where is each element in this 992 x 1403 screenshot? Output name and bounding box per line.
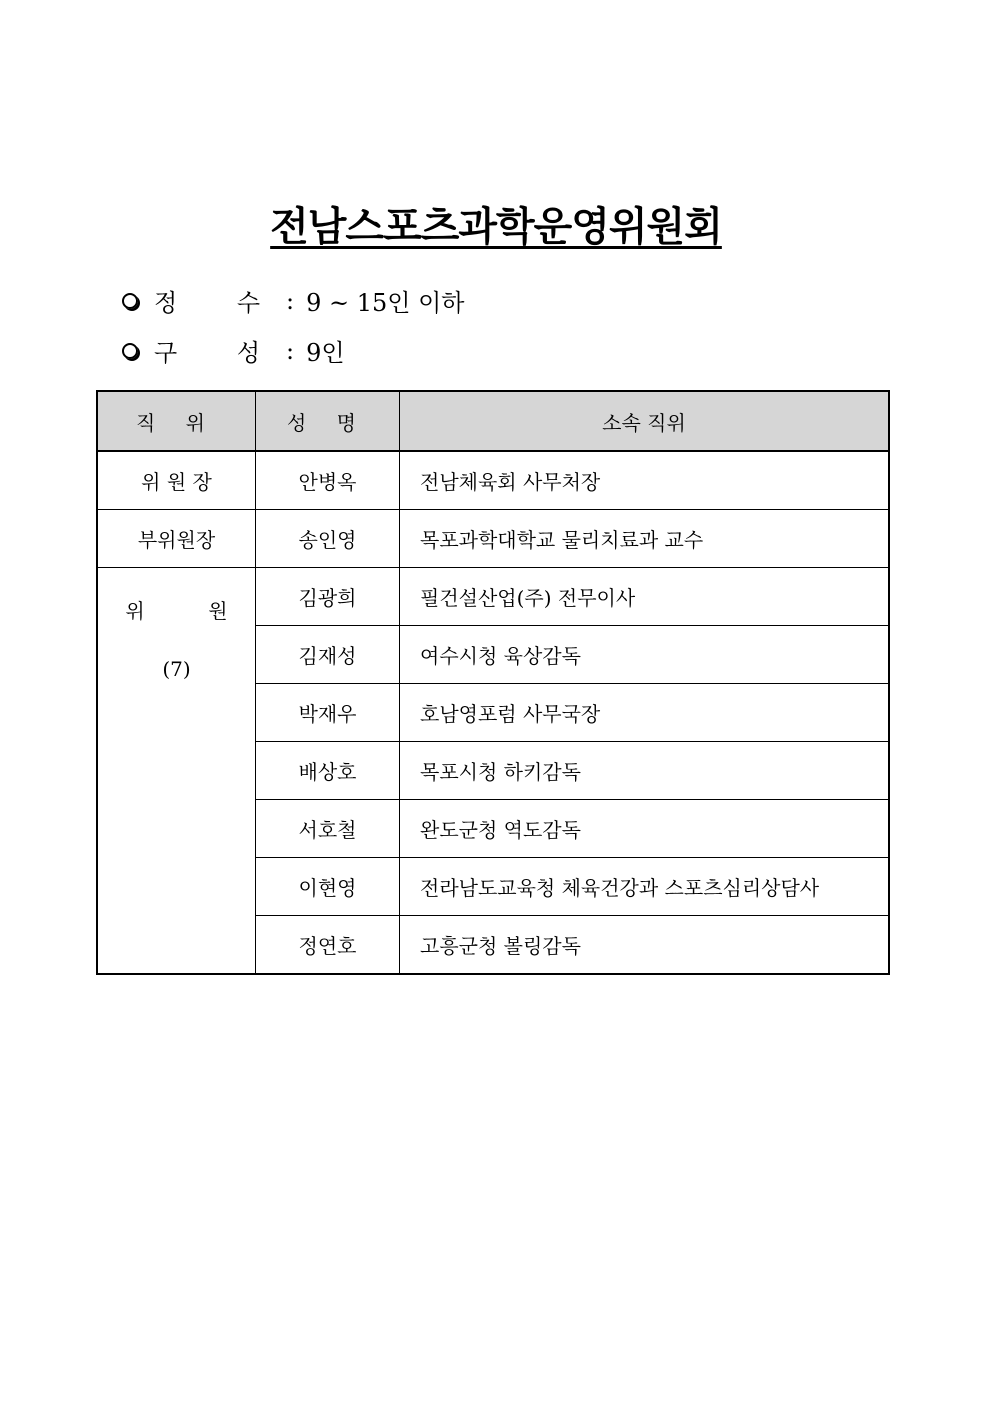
table-header-row	[97, 391, 889, 451]
table-row	[97, 451, 889, 510]
quota-value: 9 ~ 15인 이하	[306, 289, 465, 317]
cell-name: 안병옥	[256, 451, 400, 510]
cell-name: 배상호	[256, 742, 400, 800]
members-role-label: 위 원	[125, 599, 228, 623]
cell-name: 서호철	[256, 800, 400, 858]
quota-line: 정 수 : 9 ~ 15인 이하	[122, 283, 464, 318]
cell-role-members	[97, 568, 256, 975]
quota-label: 정 수	[154, 289, 260, 317]
members-count: (7)	[162, 657, 191, 681]
table-row	[97, 568, 889, 626]
cell-affiliation: 목포과학대학교 물리치료과 교수	[400, 510, 890, 568]
cell-role: 위 원 장	[97, 451, 256, 510]
cell-name: 송인영	[256, 510, 400, 568]
header-affiliation: 소속 직위	[400, 391, 890, 451]
committee-table	[96, 390, 890, 975]
cell-name: 김광희	[256, 568, 400, 626]
composition-line: 구 성 : 9인	[122, 333, 345, 368]
cell-name: 정연호	[256, 916, 400, 975]
cell-affiliation: 여수시청 육상감독	[400, 626, 890, 684]
cell-affiliation: 전남체육회 사무처장	[400, 451, 890, 510]
cell-name: 박재우	[256, 684, 400, 742]
cell-affiliation: 고흥군청 볼링감독	[400, 916, 890, 975]
header-position: 직 위	[97, 391, 256, 451]
circle-bullet-icon	[122, 293, 138, 309]
cell-affiliation: 전라남도교육청 체육건강과 스포츠심리상담사	[400, 858, 890, 916]
cell-name: 김재성	[256, 626, 400, 684]
cell-affiliation: 완도군청 역도감독	[400, 800, 890, 858]
document-title	[0, 195, 992, 252]
composition-label: 구 성	[154, 339, 260, 367]
header-name: 성 명	[256, 391, 400, 451]
cell-affiliation: 필건설산업(주) 전무이사	[400, 568, 890, 626]
cell-affiliation: 호남영포럼 사무국장	[400, 684, 890, 742]
table-row	[97, 510, 889, 568]
cell-name: 이현영	[256, 858, 400, 916]
composition-value: 9인	[306, 339, 345, 367]
circle-bullet-icon	[122, 343, 138, 359]
cell-affiliation: 목포시청 하키감독	[400, 742, 890, 800]
cell-role: 부위원장	[97, 510, 256, 568]
title-text: 전남스포츠과학운영위원회	[270, 204, 722, 250]
